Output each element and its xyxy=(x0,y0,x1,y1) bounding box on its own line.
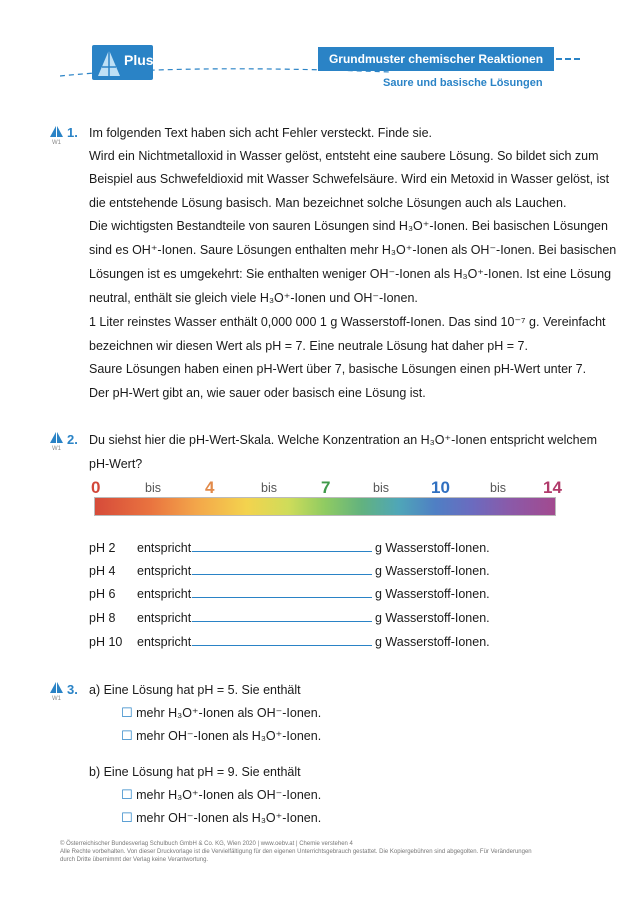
entspricht-label: entspricht xyxy=(137,635,192,649)
task1-line: sind es OH⁺-Ionen. Saure Lösungen enthalten mehr H₃O⁺-Ionen als OH⁻-Ionen. Bei basischen xyxy=(89,243,617,257)
option-row[interactable] xyxy=(121,728,321,744)
ph-row xyxy=(89,563,490,579)
unit-label: g Wasserstoff-Ionen. xyxy=(375,564,490,578)
unit-label: g Wasserstoff-Ionen. xyxy=(375,635,490,649)
answer-blank[interactable] xyxy=(192,563,372,575)
option-row[interactable] xyxy=(121,810,321,826)
task1-line: Die wichtigsten Bestandteile von sauren Lösungen sind H₃O⁺-Ionen. Bei basischen Lösungen xyxy=(89,219,608,233)
ph-row xyxy=(89,634,490,650)
unit-label: g Wasserstoff-Ionen. xyxy=(375,611,490,625)
ph-value: pH 4 xyxy=(89,564,116,578)
entspricht-label: entspricht xyxy=(137,541,192,555)
ph-scale-label-0: 0 xyxy=(91,478,101,497)
entspricht-label: entspricht xyxy=(137,587,192,601)
ph-value: pH 6 xyxy=(89,587,116,601)
ph-row xyxy=(89,610,490,626)
task-level-triangle-icon xyxy=(50,125,63,137)
task-level-label: W1 xyxy=(52,446,61,452)
task-level-triangle-icon xyxy=(50,681,63,693)
task1-line: Wird ein Nichtmetalloxid in Wasser gelöst, entsteht eine saubere Lösung. So bildet sich zum xyxy=(89,149,599,163)
option-label: mehr OH⁻-Ionen als H₃O⁺-Ionen. xyxy=(136,729,322,743)
answer-blank[interactable] xyxy=(192,540,372,552)
task1-line: Im folgenden Text haben sich acht Fehler versteckt. Finde sie. xyxy=(89,126,433,140)
task1-line: neutral, enthält sie gleich viele H₃O⁺-Ionen und OH⁻-Ionen. xyxy=(89,291,418,305)
unit-label: g Wasserstoff-Ionen. xyxy=(375,587,490,601)
ph-scale-label-7: 7 xyxy=(321,478,331,497)
task1-line: Der pH-Wert gibt an, wie sauer oder basisch eine Lösung ist. xyxy=(89,386,426,400)
checkbox-icon[interactable]: ☐ xyxy=(121,787,133,802)
task-number: 2. xyxy=(67,432,78,447)
checkbox-icon[interactable]: ☐ xyxy=(121,728,133,743)
task1-line: die entstehende Lösung basisch. Man bezeichnet solche Lösungen auch als Lauchen. xyxy=(89,196,567,210)
ph-scale-bis: bis xyxy=(490,481,506,495)
task3b-question: b) Eine Lösung hat pH = 9. Sie enthält xyxy=(89,765,301,779)
section-subtitle: Saure und basische Lösungen xyxy=(383,77,543,89)
ph-scale-bar xyxy=(94,497,556,516)
footer-responsibility: durch Dritte übernimmt der Verlag keine Verantwortung. xyxy=(60,857,209,863)
ph-row xyxy=(89,540,490,556)
ph-scale-bis: bis xyxy=(145,481,161,495)
banner-dashed-line xyxy=(556,58,580,62)
task-level-triangle-icon xyxy=(50,431,63,443)
plus-logo-label: Plus xyxy=(124,52,154,68)
ph-scale-bis: bis xyxy=(261,481,277,495)
option-label: mehr H₃O⁺-Ionen als OH⁻-Ionen. xyxy=(136,788,322,802)
ph-value: pH 8 xyxy=(89,611,116,625)
option-label: mehr OH⁻-Ionen als H₃O⁺-Ionen. xyxy=(136,811,322,825)
ph-row xyxy=(89,586,490,602)
task1-line: Lösungen ist es umgekehrt: Sie enthalten weniger OH⁻-Ionen als H₃O⁺-Ionen. Ist eine Lösung xyxy=(89,267,612,281)
ph-scale-label-10: 10 xyxy=(431,478,450,497)
option-label: mehr H₃O⁺-Ionen als OH⁻-Ionen. xyxy=(136,706,322,720)
answer-blank[interactable] xyxy=(192,586,372,598)
task-level-label: W1 xyxy=(52,696,61,702)
task-number: 3. xyxy=(67,682,78,697)
ph-value: pH 2 xyxy=(89,541,116,555)
ph-scale-label-14: 14 xyxy=(543,478,562,497)
checkbox-icon[interactable]: ☐ xyxy=(121,705,133,720)
answer-blank[interactable] xyxy=(192,610,372,622)
task1-line: bezeichnen wir diesen Wert als pH = 7. Eine neutrale Lösung hat daher pH = 7. xyxy=(89,339,528,353)
answer-blank[interactable] xyxy=(192,634,372,646)
option-row[interactable] xyxy=(121,705,321,721)
task1-line: 1 Liter reinstes Wasser enthält 0,000 000 1 g Wasserstoff-Ionen. Das sind 10⁻⁷ g. Vereinfacht xyxy=(89,315,606,329)
entspricht-label: entspricht xyxy=(137,564,192,578)
task2-line: pH-Wert? xyxy=(89,457,143,471)
option-row[interactable] xyxy=(121,787,321,803)
footer-rights: Alle Rechte vorbehalten. Von dieser Druckvorlage ist die Vervielfältigung für den eigenen Unterrichtsgebrauch gestattet. Die Kopiergebühren sind abgegolten. Für Veränderungen xyxy=(60,849,532,855)
task-level-label: W1 xyxy=(52,140,61,146)
checkbox-icon[interactable]: ☐ xyxy=(121,810,133,825)
ph-scale-label-4: 4 xyxy=(205,478,215,497)
ph-scale-bis: bis xyxy=(373,481,389,495)
task3a-question: a) Eine Lösung hat pH = 5. Sie enthält xyxy=(89,683,301,697)
task1-line: Saure Lösungen haben einen pH-Wert über 7, basische Lösungen einen pH-Wert unter 7. xyxy=(89,362,587,376)
task2-line: Du siehst hier die pH-Wert-Skala. Welche Konzentration an H₃O⁺-Ionen entspricht welchem xyxy=(89,433,597,447)
triangle-logo-icon xyxy=(97,48,121,78)
task1-line: Beispiel aus Schwefeldioxid mit Wasser Schwefelsäure. Wird ein Metoxid in Wasser gelöst, ist xyxy=(89,172,610,186)
footer-copyright: © Österreichischer Bundesverlag Schulbuch GmbH & Co. KG, Wien 2020 | www.oebv.at | Chemie verstehen 4 xyxy=(60,841,353,847)
entspricht-label: entspricht xyxy=(137,611,192,625)
chapter-banner: Grundmuster chemischer Reaktionen xyxy=(318,47,554,71)
task-number: 1. xyxy=(67,125,78,140)
unit-label: g Wasserstoff-Ionen. xyxy=(375,541,490,555)
ph-value: pH 10 xyxy=(89,635,123,649)
